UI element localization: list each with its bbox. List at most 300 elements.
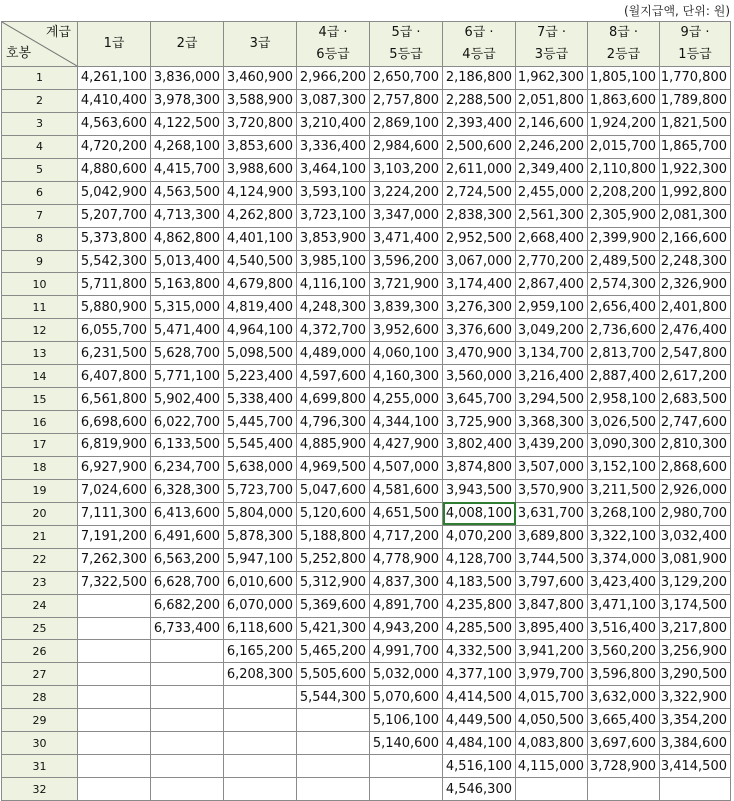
salary-cell[interactable]: 4,540,500 <box>224 250 297 273</box>
salary-cell[interactable] <box>370 755 443 778</box>
salary-cell[interactable] <box>151 709 224 732</box>
step-number-cell[interactable]: 4 <box>2 135 78 158</box>
salary-cell[interactable] <box>78 594 151 617</box>
salary-cell[interactable]: 4,401,100 <box>224 227 297 250</box>
salary-cell[interactable] <box>297 732 370 755</box>
salary-cell[interactable]: 4,070,200 <box>443 525 516 548</box>
salary-cell[interactable]: 3,471,400 <box>370 227 443 250</box>
salary-cell[interactable]: 6,010,600 <box>224 571 297 594</box>
salary-cell[interactable]: 1,962,300 <box>516 67 588 90</box>
salary-cell[interactable]: 4,414,500 <box>443 686 516 709</box>
salary-cell[interactable]: 3,723,100 <box>297 204 370 227</box>
salary-cell[interactable]: 1,924,200 <box>588 112 660 135</box>
salary-cell[interactable]: 5,369,600 <box>297 594 370 617</box>
salary-cell[interactable]: 4,778,900 <box>370 548 443 571</box>
salary-cell[interactable]: 3,988,600 <box>224 158 297 181</box>
column-header[interactable] <box>78 22 151 67</box>
salary-cell[interactable] <box>224 778 297 801</box>
salary-cell[interactable]: 2,081,300 <box>660 204 731 227</box>
salary-cell[interactable]: 6,133,500 <box>151 434 224 457</box>
salary-cell[interactable]: 3,847,800 <box>516 594 588 617</box>
salary-cell[interactable]: 3,895,400 <box>516 617 588 640</box>
salary-cell[interactable] <box>224 732 297 755</box>
salary-cell[interactable]: 4,943,200 <box>370 617 443 640</box>
salary-cell[interactable]: 2,574,300 <box>588 273 660 296</box>
salary-cell[interactable]: 5,445,700 <box>224 411 297 434</box>
salary-cell[interactable]: 4,563,600 <box>78 112 151 135</box>
salary-cell[interactable]: 5,628,700 <box>151 342 224 365</box>
salary-cell[interactable]: 5,771,100 <box>151 365 224 388</box>
salary-cell[interactable]: 5,315,000 <box>151 296 224 319</box>
step-number-cell[interactable]: 2 <box>2 89 78 112</box>
step-number-cell[interactable]: 12 <box>2 319 78 342</box>
salary-cell[interactable]: 3,593,100 <box>297 181 370 204</box>
salary-cell[interactable]: 3,026,500 <box>588 411 660 434</box>
column-header[interactable] <box>370 22 443 67</box>
salary-cell[interactable]: 3,216,400 <box>516 365 588 388</box>
step-number-cell[interactable]: 10 <box>2 273 78 296</box>
salary-cell[interactable]: 3,697,600 <box>588 732 660 755</box>
salary-cell[interactable]: 3,645,700 <box>443 388 516 411</box>
salary-cell[interactable]: 2,246,200 <box>516 135 588 158</box>
salary-cell[interactable]: 5,047,600 <box>297 479 370 502</box>
salary-cell[interactable]: 4,060,100 <box>370 342 443 365</box>
salary-cell[interactable]: 3,460,900 <box>224 67 297 90</box>
salary-cell[interactable]: 2,966,200 <box>297 67 370 90</box>
salary-cell[interactable]: 3,224,200 <box>370 181 443 204</box>
salary-cell[interactable]: 3,439,200 <box>516 434 588 457</box>
salary-cell[interactable] <box>297 709 370 732</box>
salary-cell[interactable]: 3,276,300 <box>443 296 516 319</box>
salary-cell[interactable]: 4,885,900 <box>297 434 370 457</box>
salary-cell[interactable]: 2,208,200 <box>588 181 660 204</box>
salary-cell[interactable]: 4,717,200 <box>370 525 443 548</box>
salary-cell[interactable]: 3,874,800 <box>443 456 516 479</box>
salary-cell[interactable]: 5,032,000 <box>370 663 443 686</box>
salary-cell[interactable] <box>516 778 588 801</box>
salary-cell[interactable]: 5,098,500 <box>224 342 297 365</box>
salary-cell[interactable]: 4,377,100 <box>443 663 516 686</box>
salary-cell[interactable]: 2,015,700 <box>588 135 660 158</box>
salary-cell[interactable] <box>224 686 297 709</box>
salary-cell[interactable]: 6,165,200 <box>224 640 297 663</box>
salary-cell[interactable]: 4,262,800 <box>224 204 297 227</box>
salary-cell[interactable]: 5,880,900 <box>78 296 151 319</box>
salary-cell[interactable]: 2,305,900 <box>588 204 660 227</box>
salary-cell[interactable]: 6,733,400 <box>151 617 224 640</box>
salary-cell[interactable]: 2,476,400 <box>660 319 731 342</box>
salary-cell[interactable] <box>78 686 151 709</box>
salary-cell[interactable]: 4,410,400 <box>78 89 151 112</box>
salary-cell[interactable]: 4,597,600 <box>297 365 370 388</box>
salary-cell[interactable]: 3,689,800 <box>516 525 588 548</box>
salary-cell[interactable]: 3,978,300 <box>151 89 224 112</box>
salary-cell[interactable]: 2,868,600 <box>660 456 731 479</box>
salary-cell[interactable]: 3,560,000 <box>443 365 516 388</box>
salary-cell[interactable]: 5,902,400 <box>151 388 224 411</box>
salary-cell[interactable] <box>151 640 224 663</box>
salary-cell[interactable] <box>151 663 224 686</box>
salary-cell[interactable]: 3,797,600 <box>516 571 588 594</box>
salary-cell[interactable]: 3,853,900 <box>297 227 370 250</box>
salary-cell[interactable]: 5,544,300 <box>297 686 370 709</box>
salary-cell[interactable]: 6,682,200 <box>151 594 224 617</box>
salary-cell[interactable]: 4,261,100 <box>78 67 151 90</box>
salary-cell[interactable]: 5,723,700 <box>224 479 297 502</box>
salary-cell[interactable]: 3,596,800 <box>588 663 660 686</box>
salary-cell[interactable]: 3,665,400 <box>588 709 660 732</box>
salary-cell[interactable]: 5,338,400 <box>224 388 297 411</box>
salary-cell[interactable]: 4,891,700 <box>370 594 443 617</box>
salary-cell[interactable]: 2,757,800 <box>370 89 443 112</box>
salary-cell[interactable]: 4,372,700 <box>297 319 370 342</box>
step-number-cell[interactable]: 31 <box>2 755 78 778</box>
salary-cell[interactable]: 3,839,300 <box>370 296 443 319</box>
step-number-cell[interactable]: 28 <box>2 686 78 709</box>
salary-cell[interactable]: 2,393,400 <box>443 112 516 135</box>
salary-cell[interactable]: 4,083,800 <box>516 732 588 755</box>
salary-cell[interactable]: 2,724,500 <box>443 181 516 204</box>
salary-cell[interactable]: 3,423,400 <box>588 571 660 594</box>
salary-cell[interactable]: 1,992,800 <box>660 181 731 204</box>
salary-cell[interactable]: 4,651,500 <box>370 502 443 525</box>
step-number-cell[interactable]: 5 <box>2 158 78 181</box>
step-number-cell[interactable]: 18 <box>2 456 78 479</box>
salary-cell[interactable]: 3,632,000 <box>588 686 660 709</box>
salary-cell[interactable]: 5,804,000 <box>224 502 297 525</box>
salary-cell[interactable] <box>370 778 443 801</box>
salary-cell[interactable]: 5,711,800 <box>78 273 151 296</box>
salary-cell[interactable]: 2,869,100 <box>370 112 443 135</box>
salary-cell[interactable]: 3,588,900 <box>224 89 297 112</box>
salary-cell[interactable]: 4,581,600 <box>370 479 443 502</box>
salary-cell[interactable]: 2,489,500 <box>588 250 660 273</box>
salary-cell[interactable]: 3,464,100 <box>297 158 370 181</box>
salary-cell[interactable]: 3,516,400 <box>588 617 660 640</box>
salary-cell[interactable]: 3,384,600 <box>660 732 731 755</box>
step-number-cell[interactable]: 14 <box>2 365 78 388</box>
salary-cell[interactable]: 3,256,900 <box>660 640 731 663</box>
salary-cell[interactable]: 4,124,900 <box>224 181 297 204</box>
salary-cell[interactable] <box>78 755 151 778</box>
salary-cell[interactable]: 2,401,800 <box>660 296 731 319</box>
salary-cell[interactable]: 3,134,700 <box>516 342 588 365</box>
step-number-cell[interactable]: 32 <box>2 778 78 801</box>
salary-cell[interactable]: 1,789,800 <box>660 89 731 112</box>
salary-cell[interactable]: 5,465,200 <box>297 640 370 663</box>
salary-cell[interactable]: 2,747,600 <box>660 411 731 434</box>
salary-cell[interactable]: 3,720,800 <box>224 112 297 135</box>
salary-cell[interactable]: 6,118,600 <box>224 617 297 640</box>
salary-cell[interactable]: 4,964,100 <box>224 319 297 342</box>
salary-cell[interactable]: 1,770,800 <box>660 67 731 90</box>
salary-cell[interactable]: 4,115,000 <box>516 755 588 778</box>
step-number-cell[interactable]: 21 <box>2 525 78 548</box>
step-number-cell[interactable]: 13 <box>2 342 78 365</box>
salary-cell[interactable]: 2,952,500 <box>443 227 516 250</box>
salary-cell[interactable]: 5,421,300 <box>297 617 370 640</box>
salary-cell[interactable]: 4,285,500 <box>443 617 516 640</box>
column-header[interactable] <box>224 22 297 67</box>
salary-cell[interactable]: 3,336,400 <box>297 135 370 158</box>
salary-cell[interactable]: 2,650,700 <box>370 67 443 90</box>
salary-cell[interactable]: 5,471,400 <box>151 319 224 342</box>
salary-cell[interactable]: 4,862,800 <box>151 227 224 250</box>
salary-cell[interactable]: 3,952,600 <box>370 319 443 342</box>
salary-cell[interactable]: 3,217,800 <box>660 617 731 640</box>
salary-cell[interactable]: 3,376,600 <box>443 319 516 342</box>
step-number-cell[interactable]: 6 <box>2 181 78 204</box>
salary-cell[interactable]: 2,326,900 <box>660 273 731 296</box>
salary-cell[interactable]: 4,235,800 <box>443 594 516 617</box>
salary-cell[interactable]: 5,947,100 <box>224 548 297 571</box>
salary-cell[interactable]: 1,805,100 <box>588 67 660 90</box>
salary-cell[interactable]: 2,926,000 <box>660 479 731 502</box>
salary-cell[interactable]: 5,163,800 <box>151 273 224 296</box>
column-header[interactable] <box>516 22 588 67</box>
step-number-cell[interactable]: 3 <box>2 112 78 135</box>
salary-cell[interactable]: 4,991,700 <box>370 640 443 663</box>
salary-cell[interactable]: 5,505,600 <box>297 663 370 686</box>
step-number-cell[interactable]: 29 <box>2 709 78 732</box>
salary-cell[interactable]: 3,322,100 <box>588 525 660 548</box>
salary-cell[interactable]: 4,880,600 <box>78 158 151 181</box>
salary-cell[interactable]: 4,255,000 <box>370 388 443 411</box>
salary-cell[interactable]: 4,427,900 <box>370 434 443 457</box>
salary-cell[interactable]: 2,051,800 <box>516 89 588 112</box>
salary-cell[interactable]: 3,347,000 <box>370 204 443 227</box>
salary-cell[interactable]: 3,414,500 <box>660 755 731 778</box>
salary-cell[interactable]: 4,332,500 <box>443 640 516 663</box>
salary-cell[interactable]: 2,980,700 <box>660 502 731 525</box>
salary-cell[interactable]: 2,146,600 <box>516 112 588 135</box>
salary-cell[interactable]: 4,183,500 <box>443 571 516 594</box>
salary-cell[interactable]: 4,160,300 <box>370 365 443 388</box>
salary-cell[interactable]: 3,174,400 <box>443 273 516 296</box>
salary-cell[interactable]: 3,560,200 <box>588 640 660 663</box>
salary-cell[interactable]: 5,373,800 <box>78 227 151 250</box>
salary-cell[interactable] <box>78 709 151 732</box>
salary-cell[interactable]: 5,638,000 <box>224 456 297 479</box>
salary-cell[interactable]: 3,570,900 <box>516 479 588 502</box>
salary-cell[interactable]: 5,545,400 <box>224 434 297 457</box>
salary-cell[interactable]: 3,471,100 <box>588 594 660 617</box>
salary-cell[interactable]: 5,542,300 <box>78 250 151 273</box>
salary-cell[interactable]: 2,611,000 <box>443 158 516 181</box>
salary-cell[interactable]: 4,679,800 <box>224 273 297 296</box>
salary-cell[interactable]: 3,322,900 <box>660 686 731 709</box>
salary-cell[interactable]: 7,322,500 <box>78 571 151 594</box>
salary-cell[interactable]: 2,736,600 <box>588 319 660 342</box>
salary-cell[interactable] <box>151 686 224 709</box>
salary-cell[interactable]: 4,050,500 <box>516 709 588 732</box>
step-number-cell[interactable]: 20 <box>2 502 78 525</box>
salary-cell[interactable]: 3,210,400 <box>297 112 370 135</box>
salary-cell[interactable]: 5,140,600 <box>370 732 443 755</box>
salary-cell[interactable]: 4,507,000 <box>370 456 443 479</box>
salary-cell[interactable]: 3,294,500 <box>516 388 588 411</box>
salary-cell[interactable]: 6,491,600 <box>151 525 224 548</box>
salary-cell[interactable]: 4,713,300 <box>151 204 224 227</box>
salary-cell[interactable]: 2,561,300 <box>516 204 588 227</box>
salary-cell[interactable]: 3,744,500 <box>516 548 588 571</box>
column-header[interactable] <box>151 22 224 67</box>
salary-cell[interactable]: 3,032,400 <box>660 525 731 548</box>
salary-cell[interactable]: 4,008,100 <box>443 502 516 525</box>
salary-cell[interactable]: 6,628,700 <box>151 571 224 594</box>
salary-cell[interactable]: 5,070,600 <box>370 686 443 709</box>
salary-cell[interactable]: 3,174,500 <box>660 594 731 617</box>
salary-cell[interactable]: 3,836,000 <box>151 67 224 90</box>
salary-cell[interactable]: 4,128,700 <box>443 548 516 571</box>
salary-cell[interactable]: 6,055,700 <box>78 319 151 342</box>
salary-cell[interactable]: 6,413,600 <box>151 502 224 525</box>
salary-cell[interactable]: 2,500,600 <box>443 135 516 158</box>
salary-cell[interactable] <box>78 663 151 686</box>
salary-cell[interactable]: 5,188,800 <box>297 525 370 548</box>
salary-cell[interactable]: 7,262,300 <box>78 548 151 571</box>
salary-cell[interactable]: 2,186,800 <box>443 67 516 90</box>
salary-cell[interactable] <box>151 755 224 778</box>
salary-cell[interactable]: 3,087,300 <box>297 89 370 112</box>
salary-cell[interactable]: 3,090,300 <box>588 434 660 457</box>
salary-cell[interactable]: 3,725,900 <box>443 411 516 434</box>
column-header[interactable] <box>443 22 516 67</box>
salary-cell[interactable]: 4,699,800 <box>297 388 370 411</box>
salary-cell[interactable]: 3,596,200 <box>370 250 443 273</box>
step-number-cell[interactable]: 11 <box>2 296 78 319</box>
salary-cell[interactable]: 3,507,000 <box>516 456 588 479</box>
salary-cell[interactable]: 3,631,700 <box>516 502 588 525</box>
salary-cell[interactable]: 6,927,900 <box>78 456 151 479</box>
step-number-cell[interactable]: 26 <box>2 640 78 663</box>
salary-cell[interactable]: 3,049,200 <box>516 319 588 342</box>
salary-cell[interactable]: 2,867,400 <box>516 273 588 296</box>
salary-cell[interactable]: 4,720,200 <box>78 135 151 158</box>
salary-cell[interactable]: 2,683,500 <box>660 388 731 411</box>
salary-cell[interactable]: 6,407,800 <box>78 365 151 388</box>
salary-cell[interactable]: 2,656,400 <box>588 296 660 319</box>
salary-cell[interactable]: 2,547,800 <box>660 342 731 365</box>
salary-cell[interactable]: 6,563,200 <box>151 548 224 571</box>
salary-cell[interactable]: 3,374,000 <box>588 548 660 571</box>
salary-cell[interactable]: 3,354,200 <box>660 709 731 732</box>
salary-cell[interactable] <box>224 755 297 778</box>
step-number-cell[interactable]: 15 <box>2 388 78 411</box>
salary-cell[interactable] <box>297 778 370 801</box>
step-number-cell[interactable]: 8 <box>2 227 78 250</box>
salary-cell[interactable]: 6,328,300 <box>151 479 224 502</box>
salary-cell[interactable] <box>78 617 151 640</box>
salary-cell[interactable]: 3,943,500 <box>443 479 516 502</box>
salary-cell[interactable] <box>78 778 151 801</box>
salary-cell[interactable] <box>151 778 224 801</box>
salary-cell[interactable] <box>297 755 370 778</box>
salary-cell[interactable]: 2,288,500 <box>443 89 516 112</box>
salary-cell[interactable]: 3,979,700 <box>516 663 588 686</box>
salary-cell[interactable]: 4,546,300 <box>443 778 516 801</box>
salary-cell[interactable]: 4,837,300 <box>370 571 443 594</box>
column-header[interactable] <box>297 22 370 67</box>
salary-cell[interactable]: 2,110,800 <box>588 158 660 181</box>
salary-cell[interactable]: 4,344,100 <box>370 411 443 434</box>
salary-cell[interactable]: 7,111,300 <box>78 502 151 525</box>
salary-cell[interactable]: 2,958,100 <box>588 388 660 411</box>
salary-cell[interactable]: 5,207,700 <box>78 204 151 227</box>
salary-cell[interactable]: 2,166,600 <box>660 227 731 250</box>
salary-cell[interactable]: 6,022,700 <box>151 411 224 434</box>
column-header[interactable] <box>588 22 660 67</box>
column-header[interactable] <box>660 22 731 67</box>
salary-cell[interactable]: 6,819,900 <box>78 434 151 457</box>
salary-cell[interactable]: 2,959,100 <box>516 296 588 319</box>
salary-cell[interactable]: 4,449,500 <box>443 709 516 732</box>
salary-cell[interactable]: 3,211,500 <box>588 479 660 502</box>
salary-cell[interactable]: 3,103,200 <box>370 158 443 181</box>
salary-cell[interactable] <box>151 732 224 755</box>
salary-cell[interactable] <box>78 640 151 663</box>
salary-cell[interactable]: 3,268,100 <box>588 502 660 525</box>
salary-cell[interactable]: 6,231,500 <box>78 342 151 365</box>
salary-cell[interactable]: 3,290,500 <box>660 663 731 686</box>
salary-cell[interactable]: 2,455,000 <box>516 181 588 204</box>
salary-cell[interactable]: 3,728,900 <box>588 755 660 778</box>
salary-cell[interactable]: 2,248,300 <box>660 250 731 273</box>
salary-cell[interactable]: 2,399,900 <box>588 227 660 250</box>
salary-cell[interactable]: 1,863,600 <box>588 89 660 112</box>
step-number-cell[interactable]: 24 <box>2 594 78 617</box>
salary-cell[interactable]: 3,067,000 <box>443 250 516 273</box>
salary-cell[interactable]: 5,878,300 <box>224 525 297 548</box>
salary-cell[interactable]: 2,887,400 <box>588 365 660 388</box>
salary-cell[interactable]: 2,770,200 <box>516 250 588 273</box>
step-number-cell[interactable]: 1 <box>2 67 78 90</box>
salary-cell[interactable]: 6,234,700 <box>151 456 224 479</box>
salary-cell[interactable]: 3,941,200 <box>516 640 588 663</box>
salary-cell[interactable]: 3,368,300 <box>516 411 588 434</box>
salary-cell[interactable]: 4,268,100 <box>151 135 224 158</box>
salary-cell[interactable]: 6,208,300 <box>224 663 297 686</box>
salary-cell[interactable]: 6,561,800 <box>78 388 151 411</box>
salary-cell[interactable]: 7,024,600 <box>78 479 151 502</box>
salary-cell[interactable]: 1,922,300 <box>660 158 731 181</box>
salary-cell[interactable]: 5,252,800 <box>297 548 370 571</box>
salary-cell[interactable]: 4,489,000 <box>297 342 370 365</box>
step-number-cell[interactable]: 16 <box>2 411 78 434</box>
salary-cell[interactable]: 4,015,700 <box>516 686 588 709</box>
salary-cell[interactable]: 3,470,900 <box>443 342 516 365</box>
step-number-cell[interactable]: 9 <box>2 250 78 273</box>
salary-cell[interactable] <box>224 709 297 732</box>
salary-cell[interactable]: 4,484,100 <box>443 732 516 755</box>
step-number-cell[interactable]: 27 <box>2 663 78 686</box>
salary-cell[interactable]: 4,122,500 <box>151 112 224 135</box>
salary-cell[interactable]: 5,223,400 <box>224 365 297 388</box>
salary-cell[interactable]: 5,042,900 <box>78 181 151 204</box>
salary-cell[interactable]: 4,563,500 <box>151 181 224 204</box>
salary-cell[interactable]: 4,415,700 <box>151 158 224 181</box>
salary-cell[interactable]: 6,070,000 <box>224 594 297 617</box>
salary-cell[interactable]: 4,819,400 <box>224 296 297 319</box>
salary-cell[interactable]: 7,191,200 <box>78 525 151 548</box>
salary-cell[interactable]: 2,349,400 <box>516 158 588 181</box>
salary-cell[interactable]: 5,013,400 <box>151 250 224 273</box>
salary-cell[interactable] <box>660 778 731 801</box>
salary-cell[interactable]: 3,081,900 <box>660 548 731 571</box>
salary-cell[interactable]: 5,106,100 <box>370 709 443 732</box>
salary-cell[interactable]: 4,796,300 <box>297 411 370 434</box>
salary-cell[interactable]: 3,985,100 <box>297 250 370 273</box>
